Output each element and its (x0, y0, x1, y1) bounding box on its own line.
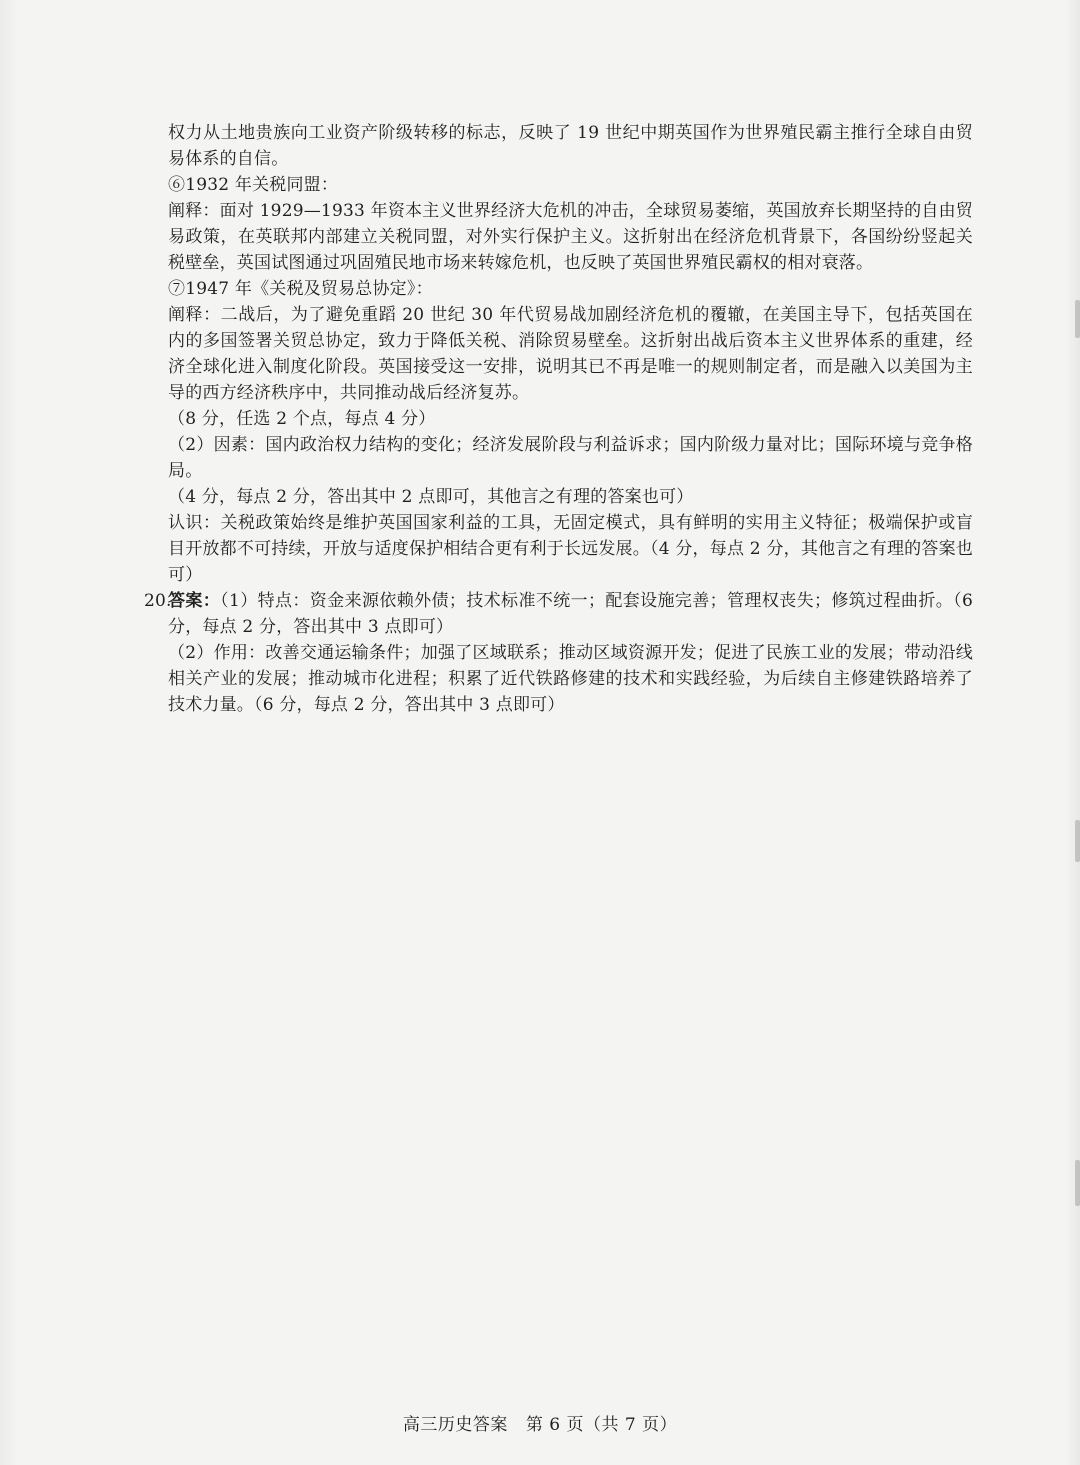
page-edge-shadow (1075, 820, 1080, 862)
answer-content (144, 120, 973, 718)
page-edge-shadow (1075, 1160, 1080, 1206)
scoring-note-2: （4 分，每点 2 分，答出其中 2 点即可，其他言之有理的答案也可） (168, 487, 694, 507)
question-20-answer (144, 588, 973, 718)
answer-label: 答案： (168, 591, 221, 611)
question-number: 20. (144, 591, 172, 611)
question-20-part-2: （2）作用：改善交通运输条件；加强了区域联系；推动区域资源开发；促进了民族工业的发展；带动沿线相关产业的发展；推动城市化进程；积累了近代铁路修建的技术和实践经验，为后续自主修建铁路培养了技术力量。（6 分，每点 2 分，答出其中 3 点即可） (168, 643, 973, 715)
part-2-factors: （2）因素：国内政治权力结构的变化；经济发展阶段与利益诉求；国内阶级力量对比；国际环境与竞争格局。 (168, 435, 973, 481)
item-7-explanation: 阐释：二战后，为了避免重蹈 20 世纪 30 年代贸易战加剧经济危机的覆辙，在美国主导下，包括英国在内的多国签署关贸总协定，致力于降低关税、消除贸易壁垒。这折射出战后资本主义世界体系的重建，经济全球化进入制度化阶段。英国接受这一安排，说明其已不再是唯一的规则制定者，而是融入以美国为主导的西方经济秩序中，共同推动战后经济复苏。 (168, 305, 973, 403)
footer-page-number: 第 6 页（共 7 页） (525, 1415, 678, 1435)
part-2-understanding: 认识：关税政策始终是维护英国国家利益的工具，无固定模式，具有鲜明的实用主义特征；极端保护或盲目开放都不可持续，开放与适度保护相结合更有利于长远发展。（4 分，每点 2 分，其他言之有理的答案也可） (168, 513, 973, 585)
item-6-heading: ⑥1932 年关税同盟： (168, 175, 339, 195)
item-6-explanation: 阐释：面对 1929—1933 年资本主义世界经济大危机的冲击，全球贸易萎缩，英国放弃长期坚持的自由贸易政策，在英联邦内部建立关税同盟，对外实行保护主义。这折射出在经济危机背景下，各国纷纷竖起关税壁垒，英国试图通过巩固殖民地市场来转嫁危机，也反映了英国世界殖民霸权的相对衰落。 (168, 201, 973, 273)
item-7-heading: ⑦1947 年《关税及贸易总协定》： (168, 279, 433, 299)
paragraph-continuation: 权力从土地贵族向工业资产阶级转移的标志，反映了 19 世纪中期英国作为世界殖民霸主推行全球自由贸易体系的自信。 (168, 123, 973, 169)
question-20-part-1-text: （1）特点：资金来源依赖外债；技术标准不统一；配套设施完善；管理权丧失；修筑过程曲折。（6 分，每点 2 分，答出其中 3 点即可） (168, 591, 973, 637)
scoring-note-1: （8 分，任选 2 个点，每点 4 分） (168, 409, 436, 429)
question-20-part-1 (168, 588, 973, 640)
page-footer (0, 1410, 1080, 1435)
page-edge-shadow (1075, 300, 1080, 338)
footer-title: 高三历史答案 (402, 1415, 508, 1435)
